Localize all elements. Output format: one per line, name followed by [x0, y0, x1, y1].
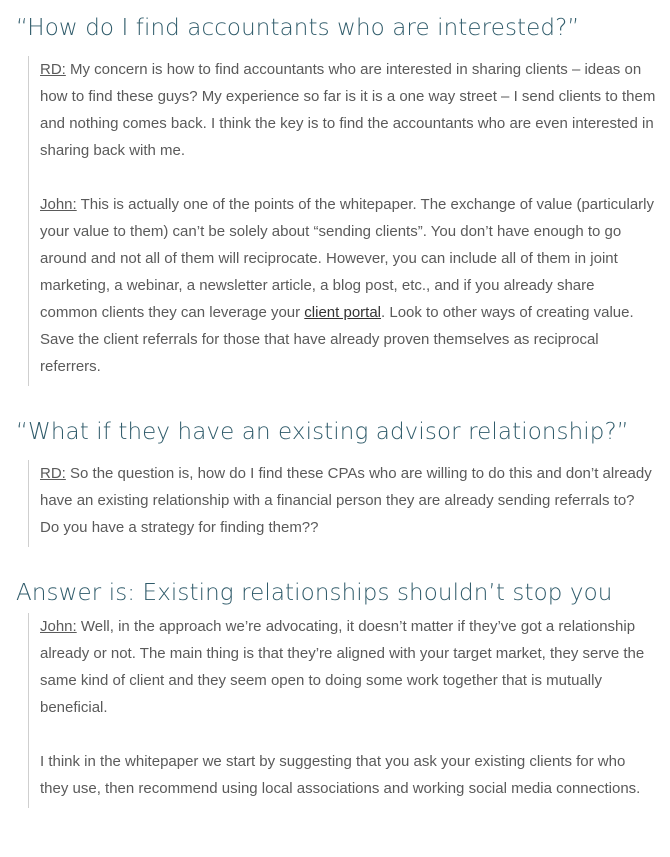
quote-block-find-accountants [28, 56, 656, 386]
quote-block-existing-advisor [28, 460, 656, 547]
quote-block-answer [28, 613, 656, 808]
paragraph-text: Well, in the approach we’re advocating, it doesn’t matter if they’ve got a relationship already or not. The main thing is that they’re aligned with your target market, they serve the same kind of client and they seem open to doing some work together that is mutually beneficial. [40, 618, 645, 716]
speaker-label: John: [40, 196, 77, 213]
quote-paragraph [40, 56, 656, 164]
section-heading-answer: Answer is: Existing relationships shouldn’t stop you [16, 580, 613, 606]
section-spacer [16, 386, 656, 414]
quote-paragraph [40, 191, 656, 380]
speaker-label: RD: [40, 465, 66, 482]
speaker-label: John: [40, 618, 77, 635]
quote-paragraph [40, 460, 656, 541]
section-heading-existing-advisor: “What if they have an existing advisor relationship?” [16, 419, 629, 445]
paragraph-text: So the question is, how do I find these CPAs who are willing to do this and don’t already have an existing relationship with a financial person they are already sending referrals to? Do you have a strategy for finding them?? [40, 465, 652, 536]
client-portal-link[interactable]: client portal [304, 304, 382, 321]
section-heading-find-accountants: “How do I find accountants who are interested?” [16, 15, 580, 41]
paragraph-text: This is actually one of the points of the whitepaper. The exchange of value (particularly your value to them) can’t be solely about “sending clients”. You don’t have enough to go around and not all of them will reciprocate. However, you can include all of them in joint marketing, a webinar, a newsletter article, a blog post, etc., and if you already share common clients they can leverage your [40, 196, 654, 321]
paragraph-text: I think in the whitepaper we start by suggesting that you ask your existing clients for who they use, then recommend using local associations and working social media connections. [40, 753, 641, 797]
speaker-label: RD: [40, 61, 66, 78]
section-spacer [16, 547, 656, 575]
paragraph-text: . Look to other ways of creating value. Save the client referrals for those that have already proven themselves as reciprocal referrers. [40, 304, 634, 375]
quote-paragraph [40, 613, 656, 721]
quote-paragraph [40, 748, 656, 802]
paragraph-text: My concern is how to find accountants who are interested in sharing clients – ideas on how to find these guys? My experience so far is it is a one way street – I send clients to them and nothing comes back. I think the key is to find the accountants who are even interested in sharing back with me. [40, 61, 656, 159]
